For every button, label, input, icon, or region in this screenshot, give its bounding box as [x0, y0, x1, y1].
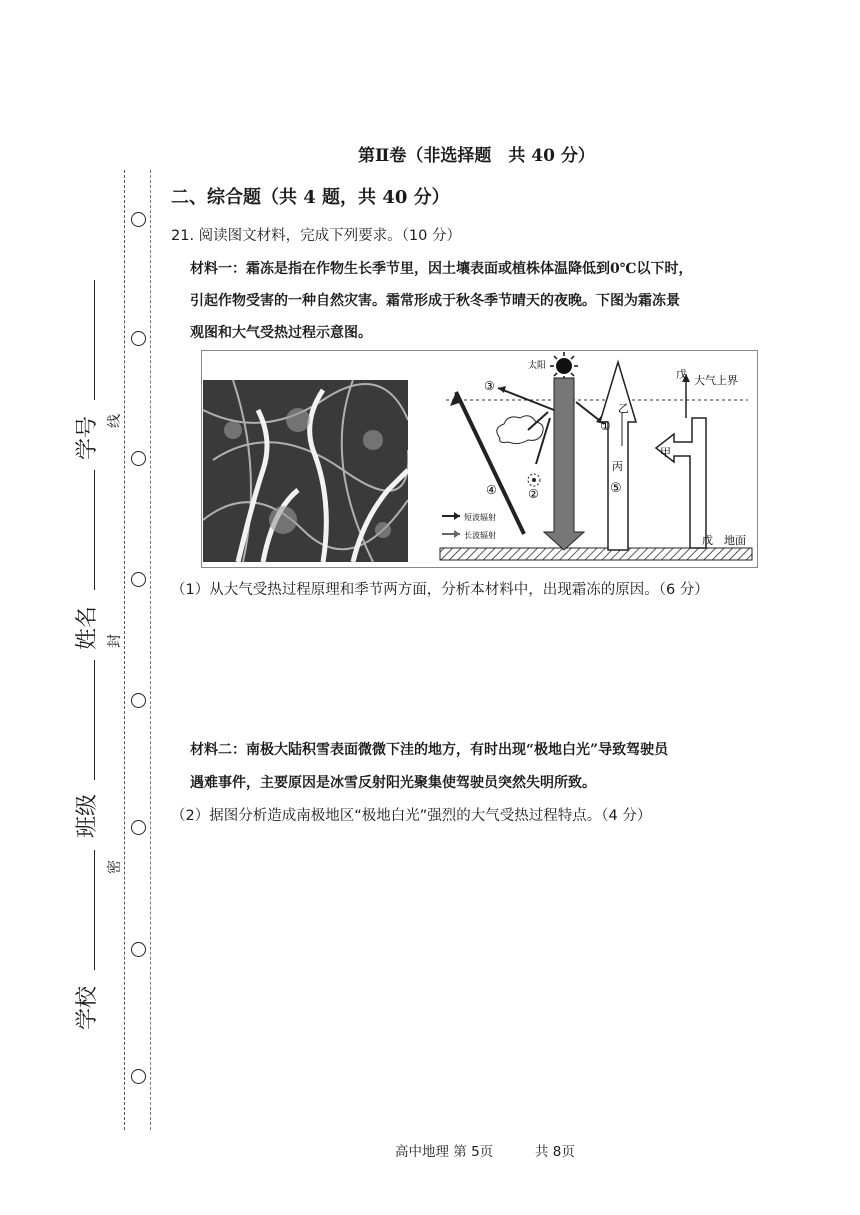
binding-hole [131, 942, 146, 957]
binding-hole [131, 331, 146, 346]
question-21-1: （1）从大气受热过程原理和季节两方面，分析本材料中，出现霜冻的原因。（6 分） [171, 582, 709, 598]
diagram-bing-label: 丙 [612, 460, 623, 473]
fill-line-xuexiao [94, 850, 95, 970]
label-banji: 班级 [75, 793, 100, 838]
material2-line1: 材料二：南极大陆积雪表面微微下洼的地方，有时出现“极地白光”导致驾驶员 [190, 742, 669, 758]
diagram-atmosphere-top: 大气上界 [694, 374, 738, 387]
diagram-sun-label: 太阳 [528, 361, 547, 371]
material1-line1: 材料一：霜冻是指在作物生长季节里，因土壤表面或植株体温降低到0℃以下时， [190, 261, 693, 277]
material2-line2: 遇难事件，主要原因是冰雪反射阳光聚集使驾驶员突然失明所致。 [190, 775, 596, 791]
diagram-num-1: ① [600, 419, 611, 433]
fill-line-xingming [94, 470, 95, 590]
material1-line3: 观图和大气受热过程示意图。 [190, 325, 372, 341]
legend-long-wave: 长波辐射 [464, 531, 496, 540]
binding-hole [131, 451, 146, 466]
fill-line-xuehao [94, 280, 95, 400]
diagram-num-3: ③ [484, 379, 495, 393]
legend-short-wave: 短波辐射 [464, 513, 496, 522]
diagram-wu-ground: 戊 [702, 534, 713, 547]
binding-hole [131, 572, 146, 587]
atmosphere-heating-diagram [436, 352, 756, 564]
binding-dashed-line-inner [150, 170, 151, 1130]
diagram-num-2: ② [528, 487, 539, 501]
page-heading: 第Ⅱ卷（非选择题 共 40 分） [358, 146, 595, 166]
material1-line2: 引起作物受害的一种自然灾害。霜常形成于秋冬季节晴天的夜晚。下图为霜冻景 [190, 293, 680, 309]
footer-total: 共 8页 [535, 1144, 575, 1160]
footer-page: 高中地理 第 5页 [395, 1144, 494, 1160]
seal-mark-xian: 线 [107, 414, 123, 428]
diagram-yi-label: 乙 [618, 402, 629, 415]
seal-mark-mi: 密 [107, 860, 123, 874]
diagram-jia-label: 甲 [660, 446, 671, 459]
binding-hole [131, 693, 146, 708]
diagram-num-4: ④ [486, 483, 497, 497]
label-xuehao: 学号 [75, 415, 100, 460]
binding-hole [131, 820, 146, 835]
frost-landscape-photo [203, 380, 408, 562]
binding-hole [131, 1069, 146, 1084]
diagram-num-5: ⑤ [610, 481, 622, 496]
diagram-ground-label: 地面 [724, 534, 746, 547]
section-heading: 二、综合题（共 4 题，共 40 分） [171, 187, 450, 208]
question-21: 21. 阅读图文材料，完成下列要求。（10 分） [171, 228, 461, 244]
label-xuexiao: 学校 [75, 985, 100, 1030]
binding-dashed-line [124, 170, 125, 1130]
fill-line-banji [94, 660, 95, 780]
label-xingming: 姓名 [75, 605, 100, 650]
question-21-2: （2）据图分析造成南极地区“极地白光”强烈的大气受热过程特点。（4 分） [171, 808, 652, 824]
seal-mark-feng: 封 [107, 634, 123, 648]
binding-hole [131, 212, 146, 227]
diagram-wu-top: 戊 [676, 368, 687, 381]
